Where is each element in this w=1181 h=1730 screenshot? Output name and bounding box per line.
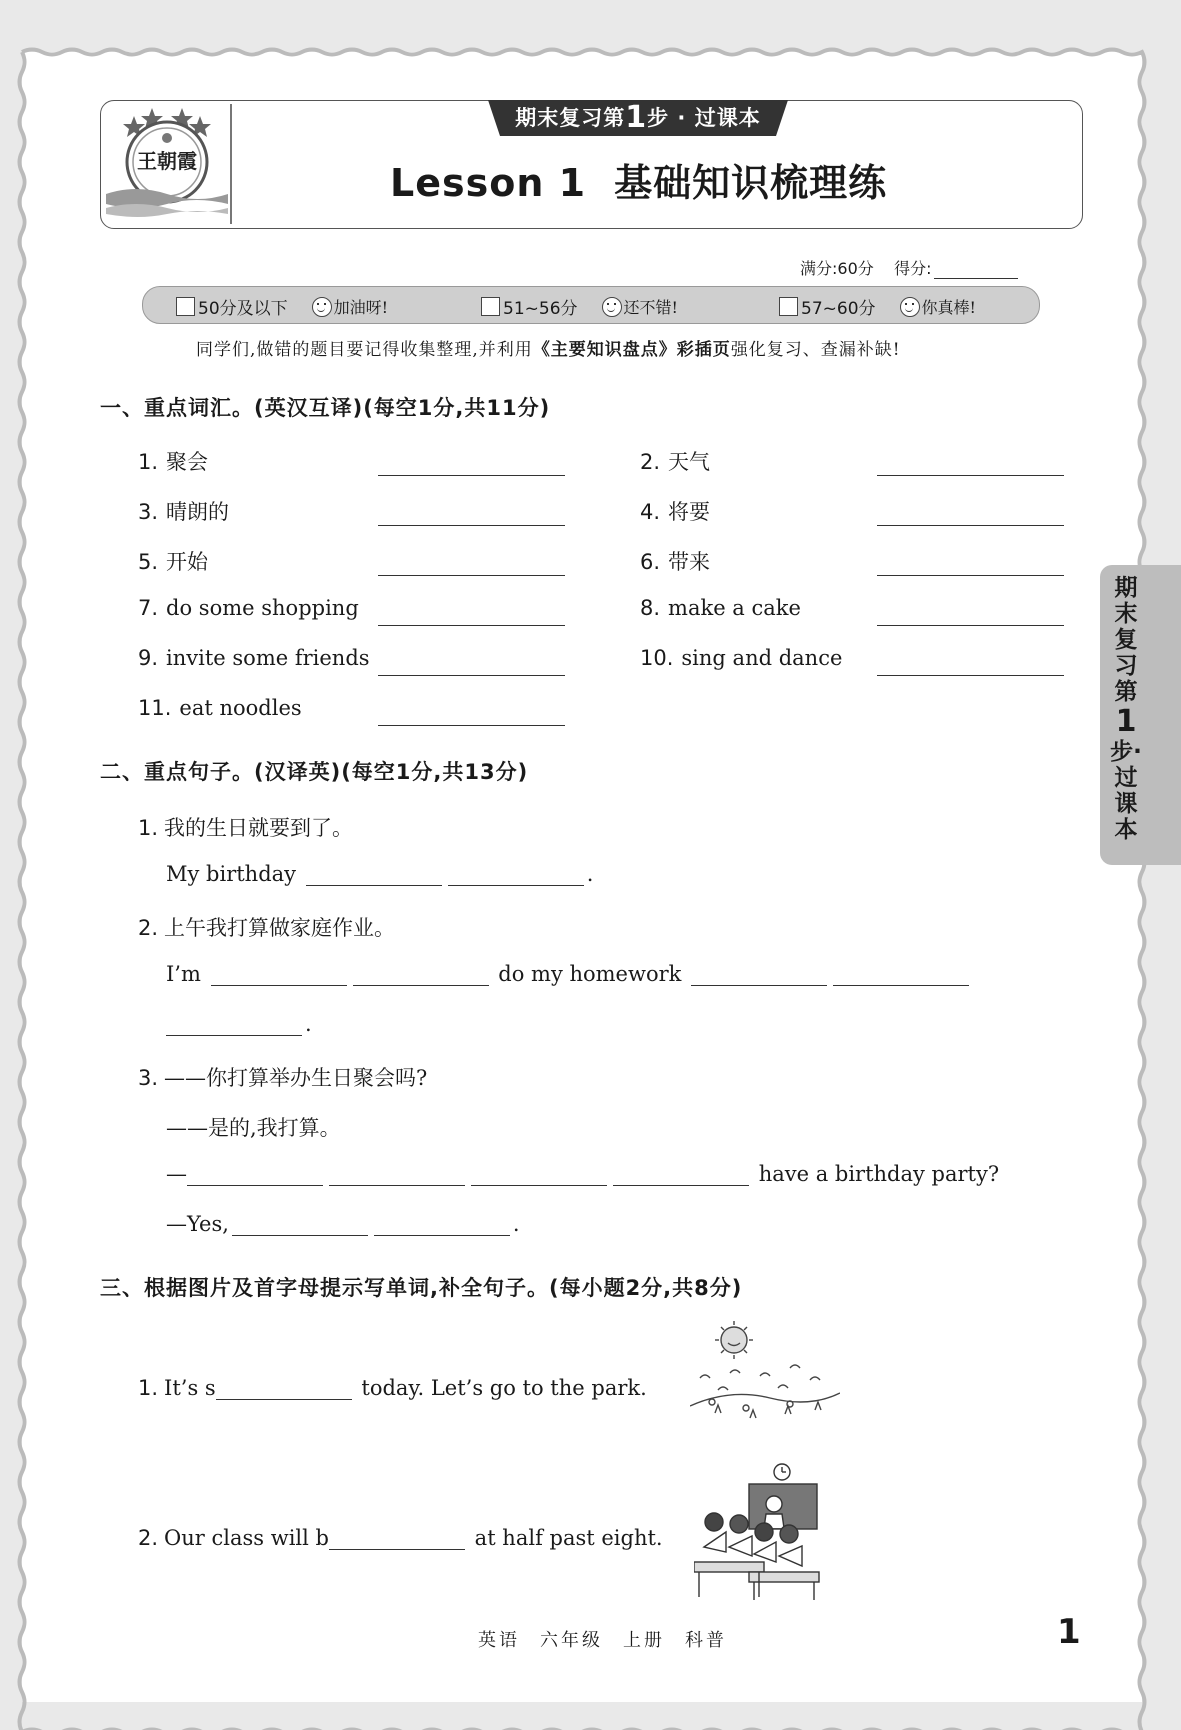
- answer-blank[interactable]: [211, 963, 347, 986]
- footer-subject: 英语: [478, 1630, 520, 1651]
- banner-num: 1: [625, 100, 648, 135]
- vocab-item-6: [640, 546, 710, 576]
- vocab-item-7: [138, 596, 359, 620]
- s2-q3-en-b: [166, 1212, 520, 1236]
- got-score-label: 得分:: [894, 259, 932, 278]
- checkbox-3[interactable]: [779, 297, 798, 316]
- vocab-item-1: [138, 446, 208, 476]
- vocab-item-3: [138, 496, 229, 526]
- grade-option-3: [779, 294, 976, 319]
- got-score-blank[interactable]: [934, 264, 1018, 279]
- score-area: [800, 256, 1018, 279]
- answer-blank[interactable]: [232, 1213, 368, 1236]
- side-tab-top: 期末复习第: [1114, 575, 1138, 705]
- section1-title: 一、重点词汇。(英汉互译)(每空1分,共11分): [100, 396, 551, 420]
- q-cn: 我的生日就要到了。: [164, 816, 354, 840]
- answer-blank[interactable]: [306, 863, 442, 886]
- q-en-post: have a birthday party?: [758, 1162, 1000, 1186]
- vocab-text: 将要: [668, 500, 711, 524]
- answer-blank[interactable]: [329, 1527, 465, 1550]
- q-num: 1.: [138, 1376, 159, 1400]
- grade-msg-1: 加油呀!: [333, 298, 389, 317]
- smiley-icon: [900, 297, 920, 317]
- vocab-num: 2.: [640, 450, 661, 474]
- vocab-num: 9.: [138, 646, 159, 670]
- answer-blank[interactable]: [833, 963, 969, 986]
- vocab-num: 5.: [138, 550, 159, 574]
- s2-q1-cn: [138, 812, 353, 842]
- vocab-text: 开始: [166, 550, 209, 574]
- section3-title: 三、根据图片及首字母提示写单词,补全句子。(每小题2分,共8分): [100, 1276, 743, 1300]
- answer-blank[interactable]: [448, 863, 584, 886]
- s2-q3-cn-a: [138, 1062, 427, 1092]
- vocab-item-10: [640, 646, 842, 670]
- classroom-illustration: [694, 1462, 824, 1602]
- grade-range-2: 51~56分: [503, 299, 578, 319]
- title-cn: 基础知识梳理练: [614, 161, 888, 205]
- answer-blank[interactable]: [374, 1213, 510, 1236]
- q-en-pre: I’m: [166, 962, 201, 986]
- vocab-item-8: [640, 596, 801, 620]
- vocab-text: 晴朗的: [166, 500, 230, 524]
- vocab-blank-1[interactable]: [378, 475, 565, 476]
- q-en-end: .: [586, 862, 594, 886]
- answer-blank[interactable]: [613, 1163, 749, 1186]
- answer-blank[interactable]: [353, 963, 489, 986]
- s3-q1: [138, 1376, 647, 1400]
- vocab-blank-6[interactable]: [877, 575, 1064, 576]
- vocab-item-5: [138, 546, 208, 576]
- s2-q2-en: [166, 962, 972, 986]
- side-tab-num: 1: [1115, 704, 1137, 739]
- s2-q2-en-cont: [166, 1012, 312, 1036]
- vocab-num: 6.: [640, 550, 661, 574]
- smiley-icon: [312, 297, 332, 317]
- banner-post: 步 · 过课本: [647, 106, 761, 130]
- q-pre: It’s s: [164, 1376, 216, 1400]
- side-tab-text: [1110, 575, 1142, 843]
- vocab-blank-8[interactable]: [877, 625, 1064, 626]
- banner-pre: 期末复习第: [515, 106, 626, 130]
- vocab-blank-5[interactable]: [378, 575, 565, 576]
- grade-range-1: 50分及以下: [198, 299, 288, 319]
- logo-text: 王朝霞: [137, 149, 197, 173]
- vocab-item-2: [640, 446, 710, 476]
- q-pre: Our class will b: [164, 1526, 329, 1550]
- header-divider: [230, 104, 232, 224]
- vocab-blank-7[interactable]: [378, 625, 565, 626]
- checkbox-2[interactable]: [481, 297, 500, 316]
- notice-bold: 《主要知识盘点》彩插页: [532, 340, 731, 360]
- footer: [478, 1626, 747, 1652]
- q-en-pre: —Yes,: [166, 1212, 229, 1236]
- answer-blank[interactable]: [471, 1163, 607, 1186]
- title-en: Lesson 1: [390, 161, 587, 205]
- footer-edition: 科普: [685, 1630, 727, 1651]
- grade-option-1: [176, 294, 388, 319]
- page-title: [390, 152, 887, 207]
- answer-blank[interactable]: [691, 963, 827, 986]
- q-post: at half past eight.: [474, 1526, 663, 1550]
- side-tab-bottom: 步·过课本: [1110, 739, 1142, 843]
- answer-blank[interactable]: [216, 1377, 352, 1400]
- notice-post: 强化复习、查漏补缺!: [730, 340, 901, 360]
- vocab-text: invite some friends: [166, 646, 370, 670]
- vocab-text: do some shopping: [166, 596, 359, 620]
- answer-blank[interactable]: [187, 1163, 323, 1186]
- q-en-mid: do my homework: [498, 962, 682, 986]
- q-num: 2.: [138, 916, 159, 940]
- q-num: 1.: [138, 816, 159, 840]
- s2-q1-en: [166, 862, 593, 886]
- vocab-blank-4[interactable]: [877, 525, 1064, 526]
- grade-msg-3: 你真棒!: [921, 298, 976, 317]
- q-en-end: .: [305, 1012, 312, 1036]
- vocab-num: 1.: [138, 450, 159, 474]
- vocab-item-11: [138, 696, 302, 720]
- brand-logo: [106, 104, 228, 222]
- vocab-num: 8.: [640, 596, 661, 620]
- grade-option-2: [481, 294, 678, 319]
- sunny-park-illustration: [690, 1318, 840, 1438]
- s3-q2: [138, 1526, 663, 1550]
- q-num: 3.: [138, 1066, 159, 1090]
- vocab-blank-9[interactable]: [378, 675, 565, 676]
- q-en-pre: —: [166, 1162, 187, 1186]
- vocab-blank-3[interactable]: [378, 525, 565, 526]
- vocab-num: 10.: [640, 646, 674, 670]
- grade-msg-2: 还不错!: [623, 298, 678, 317]
- footer-grade: 六年级: [540, 1630, 603, 1651]
- grade-range-3: 57~60分: [801, 299, 876, 319]
- page-number: 1: [1057, 1612, 1081, 1652]
- vocab-text: sing and dance: [681, 646, 843, 670]
- q-post: today. Let’s go to the park.: [361, 1376, 647, 1400]
- q-en-pre: My birthday: [166, 862, 297, 886]
- vocab-blank-2[interactable]: [877, 475, 1064, 476]
- q-en-end: .: [512, 1212, 520, 1236]
- vocab-num: 11.: [138, 696, 172, 720]
- notice-text: [196, 335, 901, 360]
- q-num: 2.: [138, 1526, 159, 1550]
- full-score: 满分:60分: [800, 259, 874, 278]
- vocab-text: eat noodles: [179, 696, 302, 720]
- vocab-text: make a cake: [668, 596, 801, 620]
- header-banner: [488, 100, 788, 136]
- notice-pre: 同学们,做错的题目要记得收集整理,并利用: [196, 340, 533, 360]
- vocab-num: 7.: [138, 596, 159, 620]
- vocab-blank-11[interactable]: [378, 725, 565, 726]
- vocab-num: 4.: [640, 500, 661, 524]
- smiley-icon: [602, 297, 622, 317]
- s2-q2-cn: [138, 912, 395, 942]
- answer-blank[interactable]: [166, 1013, 302, 1036]
- vocab-text: 天气: [668, 450, 711, 474]
- vocab-text: 带来: [668, 550, 711, 574]
- section2-title: 二、重点句子。(汉译英)(每空1分,共13分): [100, 760, 529, 784]
- q-cn: 上午我打算做家庭作业。: [164, 916, 396, 940]
- footer-volume: 上册: [623, 1630, 665, 1651]
- vocab-item-9: [138, 646, 370, 670]
- s2-q3-en-a: [166, 1162, 999, 1186]
- vocab-blank-10[interactable]: [877, 675, 1064, 676]
- s2-q3-cn-b: ——是的,我打算。: [166, 1116, 341, 1140]
- vocab-num: 3.: [138, 500, 159, 524]
- vocab-item-4: [640, 496, 710, 526]
- checkbox-1[interactable]: [176, 297, 195, 316]
- answer-blank[interactable]: [329, 1163, 465, 1186]
- q-cn: ——你打算举办生日聚会吗?: [164, 1066, 428, 1090]
- vocab-text: 聚会: [166, 450, 209, 474]
